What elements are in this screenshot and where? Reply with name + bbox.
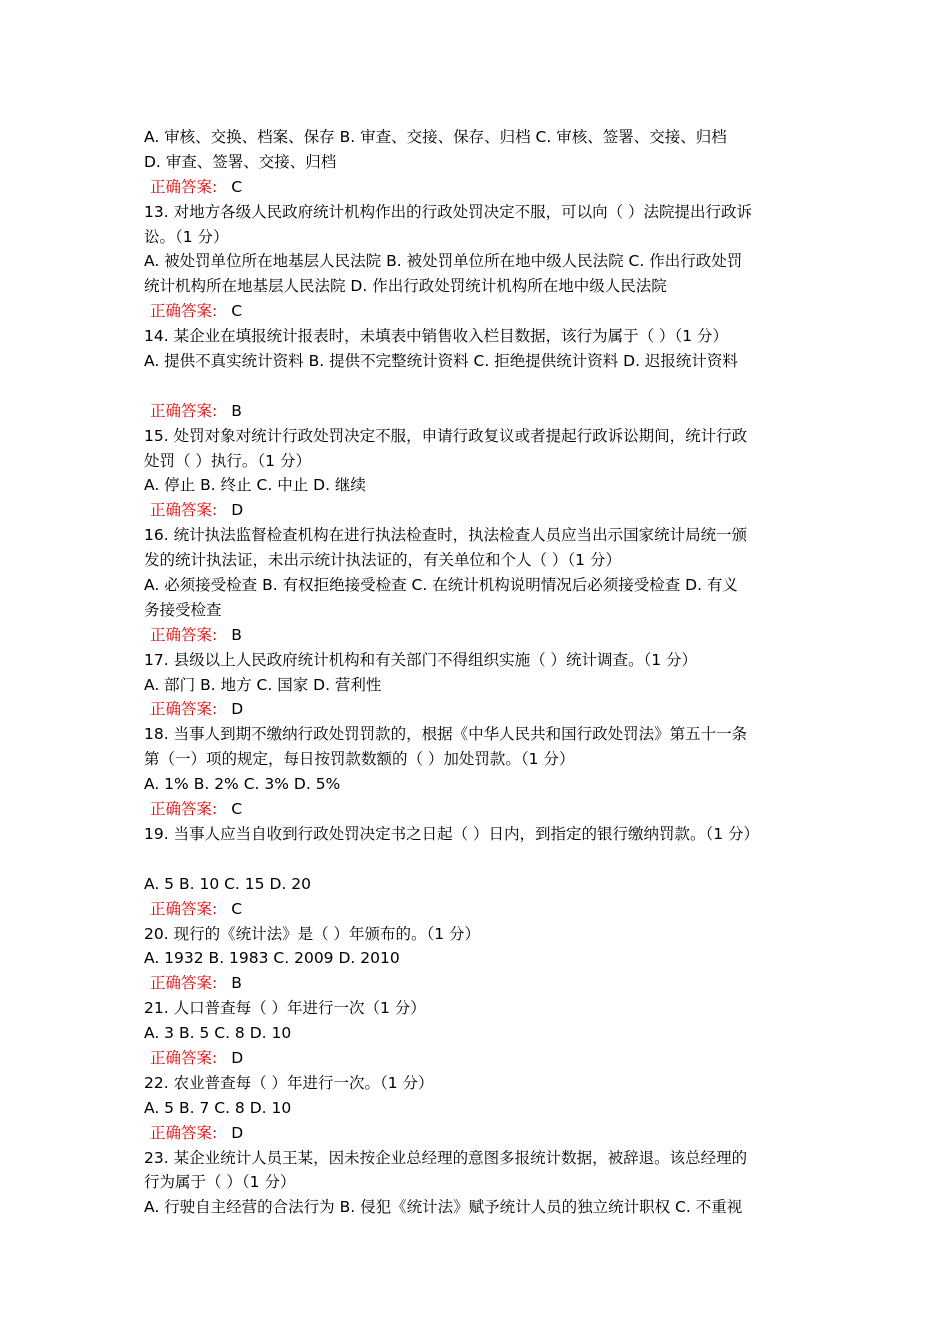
answer-line: [144, 1046, 808, 1071]
answer-value: D: [231, 1123, 244, 1142]
question-text-line: [144, 847, 808, 872]
answer-label: 正确答案:: [150, 177, 218, 196]
options-line: A. 行驶自主经营的合法行为 B. 侵犯《统计法》赋予统计人员的独立统计职权 C. 不重视: [144, 1198, 743, 1217]
options-line: A. 被处罚单位所在地基层人民法院 B. 被处罚单位所在地中级人民法院 C. 作出行政处罚: [144, 252, 743, 271]
options-line: A. 停止 B. 终止 C. 中止 D. 继续: [144, 476, 366, 495]
q12-options-line: A. 审核、交换、档案、保存 B. 审查、交接、保存、归档 C. 审核、签署、交接、归档: [144, 128, 727, 146]
answer-value: D: [231, 1048, 244, 1067]
answer-value: B: [231, 974, 242, 993]
answer-line: [144, 697, 808, 722]
question-text-line: 16. 统计执法监督检查机构在进行执法检查时，执法检查人员应当出示国家统计局统一颁: [144, 526, 748, 545]
answer-label: 正确答案:: [150, 974, 218, 993]
q12-options-line: D. 审查、签署、交接、归档: [144, 152, 337, 171]
question-text-line: 15. 处罚对象对统计行政处罚决定不服，申请行政复议或者提起行政诉讼期间，统计行政: [144, 426, 748, 445]
options-line: A. 必须接受检查 B. 有权拒绝接受检查 C. 在统计机构说明情况后必须接受检查 D. 有义: [144, 576, 738, 595]
question-text-line: 讼。（1 分）: [144, 227, 229, 246]
answer-label: 正确答案:: [150, 501, 218, 520]
answer-value: B: [231, 625, 242, 644]
answer-line: [144, 498, 808, 523]
answer-value: C: [231, 899, 243, 918]
options-line: [144, 374, 808, 399]
answer-value: D: [231, 501, 244, 520]
question-text-line: 14. 某企业在填报统计报表时，未填表中销售收入栏目数据，该行为属于（ ）（1 分）: [144, 327, 729, 346]
question-text-line: 19. 当事人应当自收到行政处罚决定书之日起（ ）日内，到指定的银行缴纳罚款。（1 分）: [144, 824, 760, 843]
answer-value: C: [231, 302, 243, 321]
answer-value: C: [231, 177, 243, 196]
question-text-line: 17. 县级以上人民政府统计机构和有关部门不得组织实施（ ）统计调查。（1 分）: [144, 650, 698, 669]
answer-line: [144, 971, 808, 996]
options-line: A. 5 B. 10 C. 15 D. 20: [144, 874, 311, 893]
answer-line: [144, 1121, 808, 1146]
question-text-line: 处罚（ ）执行。（1 分）: [144, 451, 311, 470]
answer-label: 正确答案:: [150, 1123, 218, 1142]
answer-line: [144, 897, 808, 922]
answer-label: 正确答案:: [150, 625, 218, 644]
question-text-line: 18. 当事人到期不缴纳行政处罚罚款的，根据《中华人民共和国行政处罚法》第五十一条: [144, 725, 748, 744]
answer-line: [144, 399, 808, 424]
options-line: A. 部门 B. 地方 C. 国家 D. 营利性: [144, 675, 382, 694]
answer-label: 正确答案:: [150, 700, 218, 719]
question-text-line: 发的统计执法证，未出示统计执法证的，有关单位和个人（ ）（1 分）: [144, 551, 621, 570]
question-text-line: 第（一）项的规定，每日按罚款数额的（ ）加处罚款。（1 分）: [144, 750, 575, 769]
answer-label: 正确答案:: [150, 1048, 218, 1067]
answer-value: B: [231, 401, 242, 420]
options-line: A. 3 B. 5 C. 8 D. 10: [144, 1024, 292, 1043]
answer-label: 正确答案:: [150, 800, 218, 819]
answer-label: 正确答案:: [150, 401, 218, 420]
answer-line: [144, 623, 808, 648]
options-line: 统计机构所在地基层人民法院 D. 作出行政处罚统计机构所在地中级人民法院: [144, 277, 667, 296]
options-line: A. 1% B. 2% C. 3% D. 5%: [144, 775, 341, 794]
answer-line: [144, 299, 808, 324]
answer-line: [144, 175, 808, 200]
answer-label: 正确答案:: [150, 302, 218, 321]
answer-label: 正确答案:: [150, 899, 218, 918]
options-line: A. 提供不真实统计资料 B. 提供不完整统计资料 C. 拒绝提供统计资料 D. 迟报统计资料: [144, 352, 738, 371]
question-text-line: 20. 现行的《统计法》是（ ）年颁布的。（1 分）: [144, 924, 481, 943]
answer-value: C: [231, 800, 243, 819]
answer-line: [144, 797, 808, 822]
question-text-line: 21. 人口普查每（ ）年进行一次（1 分）: [144, 999, 426, 1018]
question-text-line: 13. 对地方各级人民政府统计机构作出的行政处罚决定不服，可以向（ ）法院提出行政诉: [144, 202, 753, 221]
question-text-line: 22. 农业普查每（ ）年进行一次。（1 分）: [144, 1073, 434, 1092]
options-line: 务接受检查: [144, 600, 222, 619]
question-list: [144, 125, 808, 1220]
question-text-line: 行为属于（ ）（1 分）: [144, 1173, 296, 1192]
answer-value: D: [231, 700, 244, 719]
options-line: A. 5 B. 7 C. 8 D. 10: [144, 1098, 292, 1117]
question-text-line: 23. 某企业统计人员王某，因未按企业总经理的意图多报统计数据，被辞退。该总经理的: [144, 1148, 748, 1167]
options-line: A. 1932 B. 1983 C. 2009 D. 2010: [144, 949, 400, 968]
